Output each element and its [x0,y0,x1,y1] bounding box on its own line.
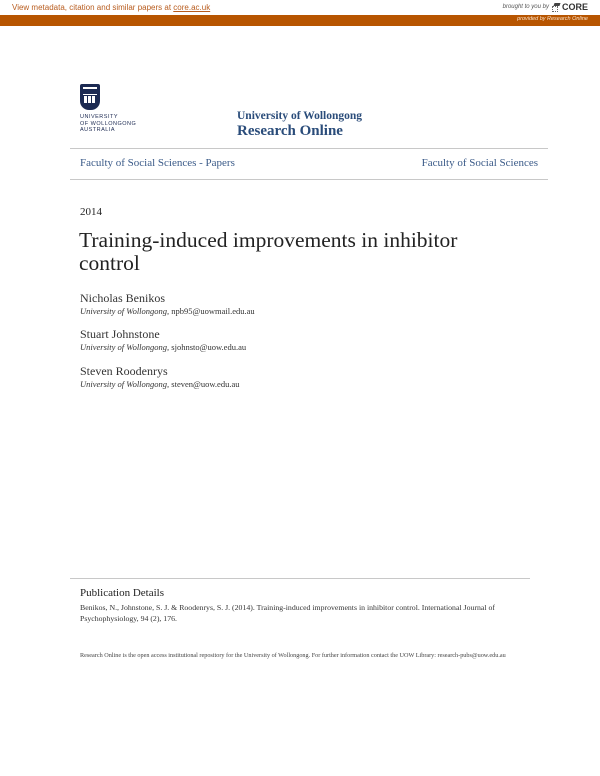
author-email[interactable]: steven@uow.edu.au [171,379,240,389]
core-link[interactable]: core.ac.uk [173,3,211,12]
publication-citation: Benikos, N., Johnstone, S. J. & Roodenrys, S. J. (2014). Training-induced improvements in inhibitor control. International Journal of Psychophysiology, 94 (2), 176. [80,603,495,623]
author-affiliation [80,379,239,390]
brought-to-you-by [503,2,588,12]
uow-logo [80,84,142,136]
author-email[interactable]: npb95@uowmail.edu.au [171,306,255,316]
author-entry [80,327,246,353]
author-name: Nicholas Benikos [80,291,165,305]
divider [70,179,548,180]
author-entry [80,364,239,390]
uow-wordmark-line: UNIVERSITY [80,114,119,120]
repository-title [237,110,362,140]
publication-year: 2014 [80,206,102,218]
metadata-label: View metadata, citation and similar papers at [12,3,174,12]
core-logo-text: CORE [561,2,588,12]
uow-crest-icon [80,84,100,110]
repository-title-line2: Research Online [237,123,343,139]
series-link[interactable]: Faculty of Social Sciences - Papers [80,157,235,169]
provided-by-text: provided by Research Online [517,16,588,22]
faculty-link[interactable]: Faculty of Social Sciences [421,157,538,169]
divider [70,148,548,149]
brought-by-label: brought to you by [502,4,549,10]
publication-details-heading: Publication Details [80,587,165,599]
author-affiliation [80,342,246,353]
core-logo[interactable] [552,2,588,12]
author-email[interactable]: sjohnsto@uow.edu.au [171,342,247,352]
repository-title-line1: University of Wollongong [237,110,363,122]
uow-wordmark [80,114,136,134]
author-entry [80,291,255,317]
divider [70,578,530,579]
affiliation-text: University of Wollongong, [80,306,170,316]
paper-title: Training-induced improvements in inhibitor control [79,228,458,275]
author-name: Stuart Johnstone [80,327,160,341]
repository-footer: Research Online is the open access institutional repository for the University of Wollongong. For further information contact the UOW Library: research-pubs@uow.edu.au [80,652,506,659]
author-name: Steven Roodenrys [80,364,168,378]
uow-wordmark-line: AUSTRALIA [80,127,116,133]
affiliation-text: University of Wollongong, [80,379,170,389]
author-affiliation [80,306,255,317]
core-logo-icon [552,3,561,12]
core-orange-bar [0,15,600,26]
core-metadata-text [12,3,210,12]
uow-wordmark-line: OF WOLLONGONG [80,120,137,127]
core-banner [0,0,600,15]
affiliation-text: University of Wollongong, [80,342,170,352]
